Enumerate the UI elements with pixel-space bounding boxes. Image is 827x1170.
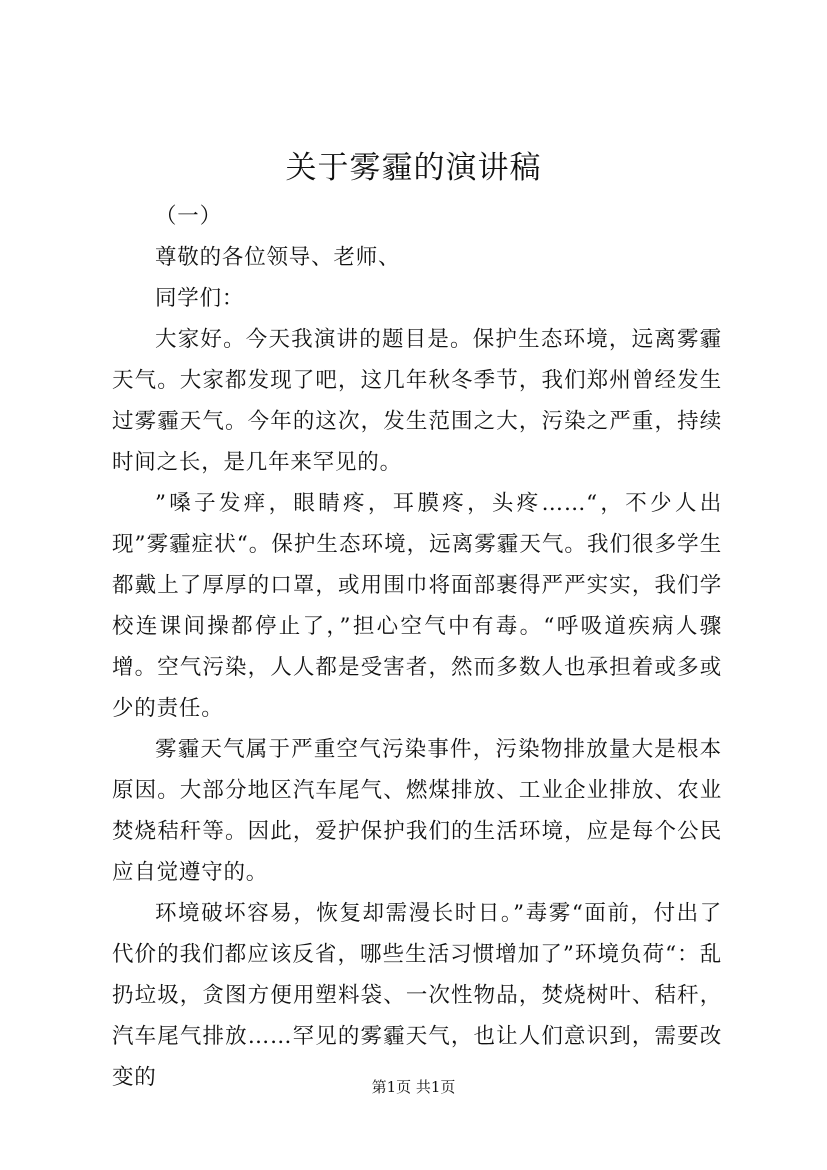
paragraph-recovery: 环境破坏容易，恢复却需漫长时日。”毒雾“面前，付出了代价的我们都应该反省，哪些生活习惯增加了”环境负荷“：乱扔垃圾，贪图方便用塑料袋、一次性物品，焚烧树叶、秸秆，汽车尾气排放……罕见的雾霾天气，也让人们意识到，需要改变的: [112, 901, 722, 1090]
salutation-line-1: 尊敬的各位领导、老师、: [155, 245, 401, 270]
paragraph-intro: 大家好。今天我演讲的题目是。保护生态环境，远离雾霾天气。大家都发现了吧，这几年秋冬季节，我们郑州曾经发生过雾霾天气。今年的这次，发生范围之大，污染之严重，持续时间之长，是几年来罕见的。: [112, 327, 722, 475]
document-title: 关于雾霾的演讲稿: [285, 150, 542, 186]
section-marker: （一）: [155, 204, 222, 229]
paragraph-causes: 雾霾天气属于严重空气污染事件，污染物排放量大是根本原因。大部分地区汽车尾气、燃煤排放、工业企业排放、农业焚烧秸秆等。因此，爱护保护我们的生活环境，应是每个公民应自觉遵守的。: [112, 737, 722, 885]
salutation-line-2: 同学们：: [155, 286, 245, 311]
document-body: [112, 196, 722, 1098]
paragraph-symptoms: ”嗓子发痒，眼睛疼，耳膜疼，头疼……“，不少人出现”雾霾症状“。保护生态环境，远离雾霾天气。我们很多学生都戴上了厚厚的口罩，或用围巾将面部裹得严严实实，我们学校连课间操都停止了，”担心空气中有毒。“呼吸道疾病人骤增。空气污染，人人都是受害者，然而多数人也承担着或多或少的责任。: [112, 491, 722, 721]
page-footer: 第1页 共1页: [371, 1078, 456, 1096]
